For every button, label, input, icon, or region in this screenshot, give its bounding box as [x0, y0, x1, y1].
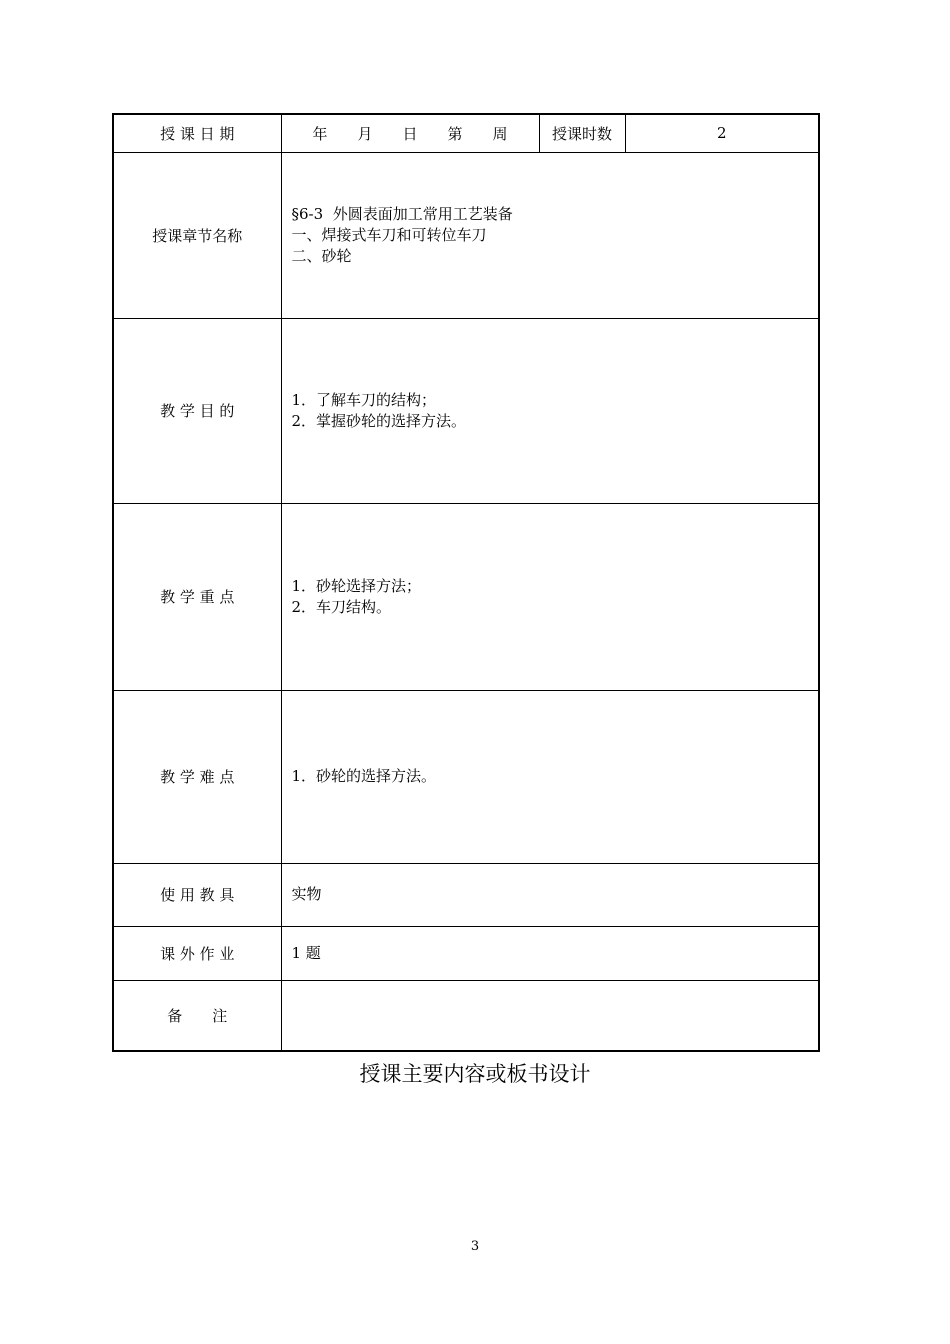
remarks-row	[113, 980, 819, 1051]
chapter-row	[113, 152, 819, 318]
key-points-line-2: 2．车刀结构。	[291, 597, 392, 616]
objective-line-1: 1．了解车刀的结构；	[291, 390, 437, 409]
chapter-content	[281, 152, 819, 318]
key-points-row	[113, 503, 819, 690]
difficulties-row	[113, 690, 819, 863]
key-points-content	[281, 503, 819, 690]
date-label: 授 课 日 期	[113, 114, 281, 152]
remarks-label: 备 注	[113, 980, 281, 1051]
chapter-label: 授课章节名称	[113, 152, 281, 318]
page-number: 3	[470, 1239, 480, 1254]
homework-value: 1 题	[281, 926, 819, 980]
section-title: 授课主要内容或板书设计	[359, 1062, 591, 1086]
objective-row	[113, 318, 819, 503]
difficulties-label: 教 学 难 点	[113, 690, 281, 863]
key-points-label: 教 学 重 点	[113, 503, 281, 690]
key-points-line-1: 1．砂轮选择方法；	[291, 576, 422, 595]
remarks-value	[281, 980, 819, 1051]
tools-row	[113, 863, 819, 926]
objective-content	[281, 318, 819, 503]
lesson-plan-table	[112, 113, 820, 1052]
chapter-line-1: §6-3 外圆表面加工常用工艺装备	[291, 204, 513, 223]
objective-label: 教 学 目 的	[113, 318, 281, 503]
hours-value: 2	[625, 114, 819, 152]
hours-label: 授课时数	[539, 114, 625, 152]
homework-row	[113, 926, 819, 980]
chapter-line-3: 二、砂轮	[291, 246, 352, 265]
date-value: 年 月 日 第 周	[281, 114, 539, 152]
date-row	[113, 114, 819, 152]
difficulties-content	[281, 690, 819, 863]
tools-label: 使 用 教 具	[113, 863, 281, 926]
homework-label: 课 外 作 业	[113, 926, 281, 980]
chapter-line-2: 一、焊接式车刀和可转位车刀	[291, 225, 487, 244]
difficulties-line-1: 1．砂轮的选择方法。	[291, 767, 437, 785]
tools-value: 实物	[281, 863, 819, 926]
objective-line-2: 2．掌握砂轮的选择方法。	[291, 411, 467, 430]
